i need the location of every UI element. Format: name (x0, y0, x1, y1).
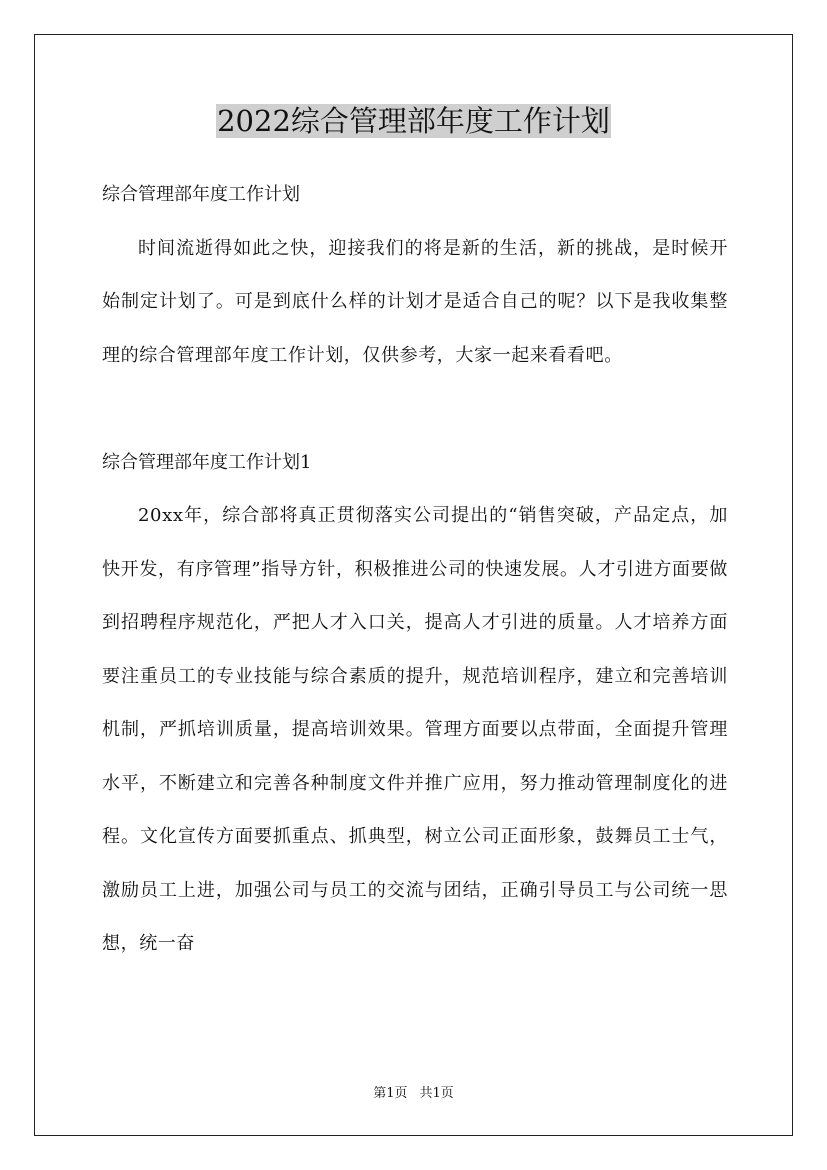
section-spacer (102, 382, 728, 436)
section-1-heading: 综合管理部年度工作计划1 (102, 451, 312, 473)
document-body (102, 168, 728, 971)
document-title-text: 2022综合管理部年度工作计划 (217, 104, 610, 138)
intro-paragraph: 时间流逝得如此之快，迎接我们的将是新的生活，新的挑战，是时候开始制定计划了。可是到底什么样的计划才是适合自己的呢？以下是我收集整理的综合管理部年度工作计划，仅供参考，大家一起来看看吧。 (102, 237, 728, 366)
section-1-paragraph: 20xx年，综合部将真正贯彻落实公司提出的“销售突破，产品定点，加快开发，有序管理”指导方针，积极推进公司的快速发展。人才引进方面要做到招聘程序规范化，严把人才入口关，提高人才引进的质量。人才培养方面要注重员工的专业技能与综合素质的提升，规范培训程序，建立和完善培训机制，严抓培训质量，提高培训效果。管理方面要以点带面，全面提升管理水平，不断建立和完善各种制度文件并推广应用，努力推动管理制度化的进程。文化宣传方面要抓重点、抓典型，树立公司正面形象，鼓舞员工士气，激励员工上进，加强公司与员工的交流与团结，正确引导员工与公司统一思想，统一奋 (102, 505, 728, 954)
page-number-total: 共1页 (419, 1086, 454, 1101)
intro-subheading: 综合管理部年度工作计划 (102, 184, 300, 205)
document-title (0, 101, 827, 141)
page-footer (0, 1085, 827, 1103)
page-number-current: 第1页 (373, 1086, 408, 1101)
